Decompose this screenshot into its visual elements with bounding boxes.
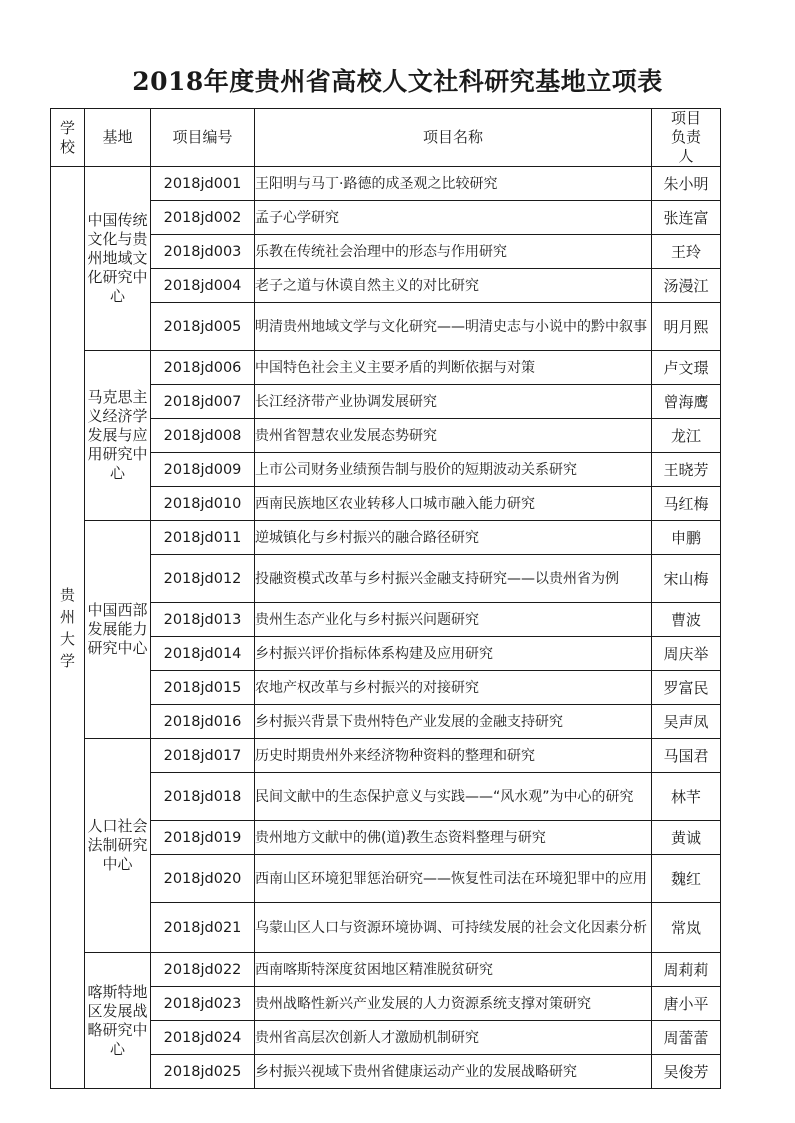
project-code: 2018jd003 bbox=[151, 235, 255, 269]
table-header-row bbox=[51, 109, 721, 167]
table-row bbox=[51, 235, 721, 269]
project-name: 乐教在传统社会治理中的形态与作用研究 bbox=[255, 235, 652, 269]
project-name: 乡村振兴背景下贵州特色产业发展的金融支持研究 bbox=[255, 705, 652, 739]
project-code: 2018jd019 bbox=[151, 821, 255, 855]
project-person: 龙江 bbox=[652, 419, 721, 453]
project-code: 2018jd004 bbox=[151, 269, 255, 303]
project-person: 朱小明 bbox=[652, 167, 721, 201]
project-code: 2018jd021 bbox=[151, 903, 255, 953]
project-name: 明清贵州地域文学与文化研究——明清史志与小说中的黔中叙事 bbox=[255, 303, 652, 351]
project-code: 2018jd017 bbox=[151, 739, 255, 773]
base-cell bbox=[85, 167, 151, 351]
project-person: 唐小平 bbox=[652, 987, 721, 1021]
project-name: 王阳明与马丁·路德的成圣观之比较研究 bbox=[255, 167, 652, 201]
table-row bbox=[51, 521, 721, 555]
base-name: 人口社会法制研究中心 bbox=[87, 817, 148, 873]
project-person: 明月熙 bbox=[652, 303, 721, 351]
table-row bbox=[51, 637, 721, 671]
table-row bbox=[51, 453, 721, 487]
table-row bbox=[51, 773, 721, 821]
header-person-label: 项目负责人 bbox=[670, 109, 701, 165]
project-code: 2018jd007 bbox=[151, 385, 255, 419]
project-person: 周庆举 bbox=[652, 637, 721, 671]
project-name: 贵州地方文献中的佛(道)教生态资料整理与研究 bbox=[255, 821, 652, 855]
project-person: 黄诚 bbox=[652, 821, 721, 855]
table-row bbox=[51, 555, 721, 603]
project-name: 民间文献中的生态保护意义与实践——“风水观”为中心的研究 bbox=[255, 773, 652, 821]
table-row bbox=[51, 385, 721, 419]
table-row bbox=[51, 739, 721, 773]
project-name: 上市公司财务业绩预告制与股价的短期波动关系研究 bbox=[255, 453, 652, 487]
project-code: 2018jd018 bbox=[151, 773, 255, 821]
base-name: 中国传统文化与贵州地域文化研究中心 bbox=[87, 211, 148, 305]
project-name: 乡村振兴视域下贵州省健康运动产业的发展战略研究 bbox=[255, 1055, 652, 1089]
project-name: 西南喀斯特深度贫困地区精准脱贫研究 bbox=[255, 953, 652, 987]
project-code: 2018jd020 bbox=[151, 855, 255, 903]
project-person: 罗富民 bbox=[652, 671, 721, 705]
project-person: 马红梅 bbox=[652, 487, 721, 521]
project-code: 2018jd009 bbox=[151, 453, 255, 487]
project-code: 2018jd006 bbox=[151, 351, 255, 385]
school-cell bbox=[51, 167, 85, 1089]
base-name: 喀斯特地区发展战略研究中心 bbox=[87, 982, 148, 1058]
table-row bbox=[51, 269, 721, 303]
header-code: 项目编号 bbox=[151, 109, 255, 167]
table-row bbox=[51, 419, 721, 453]
project-person: 宋山梅 bbox=[652, 555, 721, 603]
project-person: 林芊 bbox=[652, 773, 721, 821]
project-code: 2018jd008 bbox=[151, 419, 255, 453]
project-person: 申鹏 bbox=[652, 521, 721, 555]
project-person: 王玲 bbox=[652, 235, 721, 269]
project-name: 逆城镇化与乡村振兴的融合路径研究 bbox=[255, 521, 652, 555]
project-person: 常岚 bbox=[652, 903, 721, 953]
base-cell bbox=[85, 953, 151, 1089]
project-code: 2018jd025 bbox=[151, 1055, 255, 1089]
project-code: 2018jd015 bbox=[151, 671, 255, 705]
project-code: 2018jd024 bbox=[151, 1021, 255, 1055]
project-code: 2018jd005 bbox=[151, 303, 255, 351]
project-person: 周蕾蕾 bbox=[652, 1021, 721, 1055]
project-person: 汤漫江 bbox=[652, 269, 721, 303]
table-row bbox=[51, 705, 721, 739]
table-row bbox=[51, 953, 721, 987]
project-name: 贵州省高层次创新人才激励机制研究 bbox=[255, 1021, 652, 1055]
header-school-label: 学校 bbox=[59, 118, 75, 156]
header-school bbox=[51, 109, 85, 167]
project-name: 西南民族地区农业转移人口城市融入能力研究 bbox=[255, 487, 652, 521]
header-base: 基地 bbox=[85, 109, 151, 167]
project-name: 老子之道与休谟自然主义的对比研究 bbox=[255, 269, 652, 303]
table-row bbox=[51, 855, 721, 903]
project-name: 投融资模式改革与乡村振兴金融支持研究——以贵州省为例 bbox=[255, 555, 652, 603]
project-code: 2018jd023 bbox=[151, 987, 255, 1021]
table-row bbox=[51, 167, 721, 201]
base-cell bbox=[85, 521, 151, 739]
project-code: 2018jd001 bbox=[151, 167, 255, 201]
base-name: 马克思主义经济学发展与应用研究中心 bbox=[87, 388, 148, 482]
table-row bbox=[51, 903, 721, 953]
project-name: 乡村振兴评价指标体系构建及应用研究 bbox=[255, 637, 652, 671]
project-code: 2018jd012 bbox=[151, 555, 255, 603]
base-cell bbox=[85, 739, 151, 953]
project-person: 吴俊芳 bbox=[652, 1055, 721, 1089]
table-row bbox=[51, 303, 721, 351]
project-name: 农地产权改革与乡村振兴的对接研究 bbox=[255, 671, 652, 705]
project-person: 王晓芳 bbox=[652, 453, 721, 487]
header-person bbox=[652, 109, 721, 167]
table-row bbox=[51, 1021, 721, 1055]
project-code: 2018jd010 bbox=[151, 487, 255, 521]
table-row bbox=[51, 987, 721, 1021]
project-person: 魏红 bbox=[652, 855, 721, 903]
project-table bbox=[50, 108, 721, 1089]
project-name: 孟子心学研究 bbox=[255, 201, 652, 235]
project-person: 张连富 bbox=[652, 201, 721, 235]
project-name: 乌蒙山区人口与资源环境协调、可持续发展的社会文化因素分析 bbox=[255, 903, 652, 953]
project-name: 长江经济带产业协调发展研究 bbox=[255, 385, 652, 419]
project-name: 历史时期贵州外来经济物种资料的整理和研究 bbox=[255, 739, 652, 773]
table-row bbox=[51, 821, 721, 855]
project-name: 中国特色社会主义主要矛盾的判断依据与对策 bbox=[255, 351, 652, 385]
document-title: 2018年度贵州省高校人文社科研究基地立项表 bbox=[132, 67, 663, 96]
project-person: 周莉莉 bbox=[652, 953, 721, 987]
table-row bbox=[51, 1055, 721, 1089]
project-person: 曹波 bbox=[652, 603, 721, 637]
project-person: 卢文璟 bbox=[652, 351, 721, 385]
project-code: 2018jd022 bbox=[151, 953, 255, 987]
project-person: 曾海鹰 bbox=[652, 385, 721, 419]
project-code: 2018jd013 bbox=[151, 603, 255, 637]
project-name: 西南山区环境犯罪惩治研究——恢复性司法在环境犯罪中的应用 bbox=[255, 855, 652, 903]
table-row bbox=[51, 351, 721, 385]
base-name: 中国西部发展能力研究中心 bbox=[87, 601, 148, 657]
base-cell bbox=[85, 351, 151, 521]
project-code: 2018jd002 bbox=[151, 201, 255, 235]
table-row bbox=[51, 487, 721, 521]
project-name: 贵州战略性新兴产业发展的人力资源系统支撑对策研究 bbox=[255, 987, 652, 1021]
header-name: 项目名称 bbox=[255, 109, 652, 167]
project-name: 贵州省智慧农业发展态势研究 bbox=[255, 419, 652, 453]
project-person: 马国君 bbox=[652, 739, 721, 773]
school-name: 贵州大学 bbox=[59, 585, 75, 670]
project-code: 2018jd014 bbox=[151, 637, 255, 671]
table-row bbox=[51, 603, 721, 637]
project-name: 贵州生态产业化与乡村振兴问题研究 bbox=[255, 603, 652, 637]
project-code: 2018jd011 bbox=[151, 521, 255, 555]
project-code: 2018jd016 bbox=[151, 705, 255, 739]
table-row bbox=[51, 201, 721, 235]
table-row bbox=[51, 671, 721, 705]
project-person: 吴声凤 bbox=[652, 705, 721, 739]
